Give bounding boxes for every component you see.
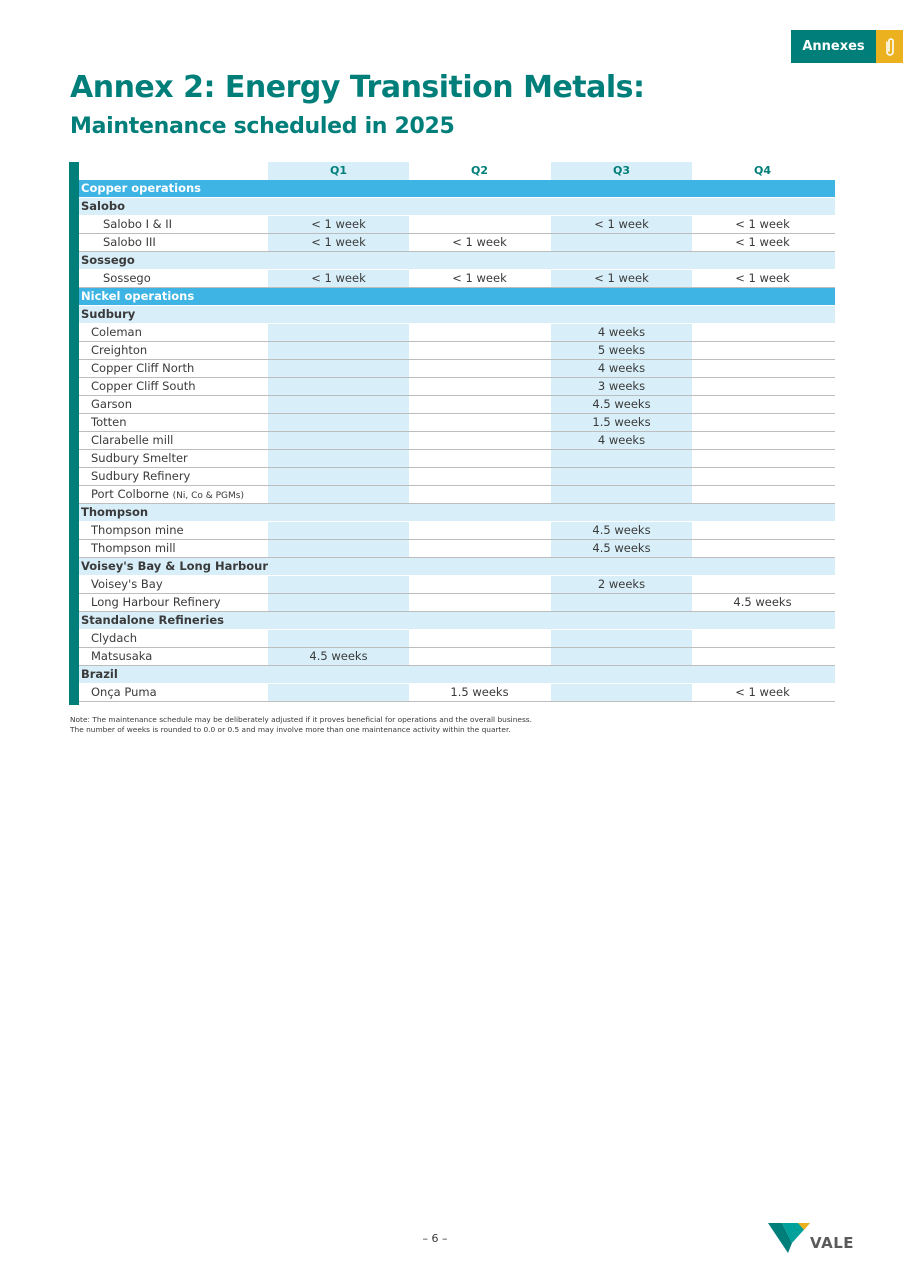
cell-q2 bbox=[409, 486, 550, 503]
cell-q4 bbox=[692, 576, 833, 593]
cell-q1 bbox=[268, 450, 409, 467]
footnote-line-2: The number of weeks is rounded to 0.0 or 0.5 and may involve more than one maintenance activity within the quarter. bbox=[70, 725, 511, 734]
cell-q2 bbox=[409, 630, 550, 647]
cell-q4 bbox=[692, 450, 833, 467]
table-row bbox=[79, 468, 835, 486]
group-header-row bbox=[79, 252, 835, 270]
cell-q3: 3 weeks bbox=[597, 379, 646, 393]
cell-q2: < 1 week bbox=[452, 235, 507, 249]
cell-q3 bbox=[551, 468, 692, 485]
column-header-q3: Q3 bbox=[612, 164, 630, 177]
cell-q2 bbox=[409, 594, 550, 611]
cell-q4: < 1 week bbox=[735, 235, 790, 249]
cell-q3: 4 weeks bbox=[597, 325, 646, 339]
cell-q4 bbox=[692, 414, 833, 431]
cell-q1 bbox=[268, 324, 409, 341]
column-header-q1: Q1 bbox=[329, 164, 347, 177]
cell-q1: < 1 week bbox=[311, 217, 366, 231]
cell-q1 bbox=[268, 594, 409, 611]
cell-q4 bbox=[692, 342, 833, 359]
cell-q2: 1.5 weeks bbox=[450, 685, 509, 699]
cell-q4 bbox=[692, 486, 833, 503]
cell-q1 bbox=[268, 540, 409, 557]
row-label bbox=[91, 432, 173, 449]
annexes-tab[interactable] bbox=[791, 30, 903, 63]
cell-q2 bbox=[409, 342, 550, 359]
table-row bbox=[79, 630, 835, 648]
cell-q4 bbox=[692, 522, 833, 539]
table-row bbox=[79, 486, 835, 504]
cell-q2 bbox=[409, 540, 550, 557]
row-label-text: Matsusaka bbox=[91, 649, 153, 663]
row-label-text: Voisey's Bay & Long Harbour bbox=[81, 559, 269, 573]
table-row bbox=[79, 414, 835, 432]
cell-q3 bbox=[551, 594, 692, 611]
cell-q3: < 1 week bbox=[594, 271, 649, 285]
cell-q4 bbox=[692, 630, 833, 647]
row-label bbox=[81, 306, 135, 323]
row-label bbox=[91, 684, 157, 701]
cell-q2 bbox=[409, 648, 550, 665]
cell-q4 bbox=[692, 396, 833, 413]
cell-q3: 2 weeks bbox=[597, 577, 646, 591]
cell-q3: 4.5 weeks bbox=[592, 523, 651, 537]
cell-q3 bbox=[551, 648, 692, 665]
row-label bbox=[81, 180, 201, 197]
table-row bbox=[79, 216, 835, 234]
column-header-q2: Q2 bbox=[470, 164, 488, 177]
cell-q1 bbox=[268, 378, 409, 395]
page-number: – 6 – bbox=[422, 1232, 448, 1245]
cell-q2 bbox=[409, 396, 550, 413]
cell-q3: 4 weeks bbox=[597, 433, 646, 447]
cell-q1: < 1 week bbox=[311, 235, 366, 249]
row-label-text: Copper Cliff North bbox=[91, 361, 195, 375]
cell-q2 bbox=[409, 450, 550, 467]
table-row bbox=[79, 522, 835, 540]
row-label bbox=[103, 234, 156, 251]
row-label bbox=[91, 540, 176, 557]
table-row bbox=[79, 342, 835, 360]
table-row bbox=[79, 576, 835, 594]
row-label-text: Coleman bbox=[91, 325, 142, 339]
table-row bbox=[79, 450, 835, 468]
cell-q1 bbox=[268, 468, 409, 485]
cell-q3: 4 weeks bbox=[597, 361, 646, 375]
row-label bbox=[81, 666, 118, 683]
page-subtitle: Maintenance scheduled in 2025 bbox=[70, 114, 455, 139]
row-label-text: Sudbury Smelter bbox=[91, 451, 188, 465]
row-label bbox=[91, 450, 188, 467]
cell-q4 bbox=[692, 648, 833, 665]
footnote-line-1: Note: The maintenance schedule may be deliberately adjusted if it proves beneficial for operations and the overall business. bbox=[70, 715, 533, 724]
paperclip-icon bbox=[876, 30, 903, 63]
cell-q2 bbox=[409, 324, 550, 341]
cell-q2 bbox=[409, 468, 550, 485]
row-label bbox=[91, 468, 190, 485]
row-label bbox=[91, 522, 184, 539]
cell-q4 bbox=[692, 468, 833, 485]
cell-q2 bbox=[409, 576, 550, 593]
row-label-text: Brazil bbox=[81, 667, 118, 681]
row-label-text: Standalone Refineries bbox=[81, 613, 224, 627]
row-label bbox=[81, 252, 135, 269]
cell-q1 bbox=[268, 432, 409, 449]
cell-q2: < 1 week bbox=[452, 271, 507, 285]
row-label bbox=[91, 360, 194, 377]
row-label bbox=[91, 414, 127, 431]
row-label-text: Thompson mine bbox=[91, 523, 184, 537]
group-header-row bbox=[79, 306, 835, 324]
group-header-row bbox=[79, 666, 835, 684]
table-row bbox=[79, 684, 835, 702]
row-label bbox=[81, 198, 125, 215]
cell-q1 bbox=[268, 576, 409, 593]
row-label-text: Thompson mill bbox=[91, 541, 176, 555]
row-label bbox=[91, 396, 132, 413]
cell-q1 bbox=[268, 630, 409, 647]
table-row bbox=[79, 378, 835, 396]
cell-q4 bbox=[692, 540, 833, 557]
cell-q1 bbox=[268, 396, 409, 413]
cell-q4 bbox=[692, 360, 833, 377]
row-label-text: Voisey's Bay bbox=[91, 577, 163, 591]
row-label-text: Sudbury bbox=[81, 307, 136, 321]
row-label-text: Salobo I & II bbox=[103, 217, 173, 231]
cell-q4 bbox=[692, 324, 833, 341]
cell-q1: < 1 week bbox=[311, 271, 366, 285]
cell-q3 bbox=[551, 450, 692, 467]
table-side-accent bbox=[69, 162, 79, 705]
cell-q2 bbox=[409, 378, 550, 395]
cell-q2 bbox=[409, 216, 550, 233]
row-label bbox=[91, 630, 137, 647]
cell-q3 bbox=[551, 486, 692, 503]
cell-q1 bbox=[268, 486, 409, 503]
group-header-row bbox=[79, 612, 835, 630]
cell-q3: 1.5 weeks bbox=[592, 415, 651, 429]
row-label-text: Garson bbox=[91, 397, 133, 411]
section-header-row bbox=[79, 180, 835, 198]
cell-q1 bbox=[268, 360, 409, 377]
maintenance-table bbox=[69, 162, 835, 705]
vale-logo-text: VALE bbox=[810, 1234, 855, 1252]
row-label-text: Sossego bbox=[81, 253, 135, 267]
row-label bbox=[103, 216, 172, 233]
row-label-text: Totten bbox=[91, 415, 127, 429]
cell-q4: < 1 week bbox=[735, 685, 790, 699]
row-label-text: Salobo bbox=[81, 199, 126, 213]
row-label-text: Creighton bbox=[91, 343, 148, 357]
row-label-text: Nickel operations bbox=[81, 289, 195, 303]
row-label bbox=[91, 486, 244, 503]
table-row bbox=[79, 360, 835, 378]
group-header-row bbox=[79, 558, 835, 576]
table-row bbox=[79, 594, 835, 612]
row-label-text: Clarabelle mill bbox=[91, 433, 174, 447]
cell-q3: < 1 week bbox=[594, 217, 649, 231]
cell-q3 bbox=[551, 684, 692, 701]
row-label-text: Sossego bbox=[103, 271, 151, 285]
cell-q2 bbox=[409, 522, 550, 539]
cell-q4: < 1 week bbox=[735, 217, 790, 231]
table-row bbox=[79, 648, 835, 666]
row-label bbox=[91, 648, 152, 665]
cell-q4: 4.5 weeks bbox=[733, 595, 792, 609]
annexes-tab-label[interactable]: Annexes bbox=[791, 30, 876, 63]
row-label bbox=[81, 288, 194, 305]
table-row bbox=[79, 540, 835, 558]
table-row bbox=[79, 270, 835, 288]
row-label bbox=[91, 594, 221, 611]
row-label-text: Thompson bbox=[81, 505, 149, 519]
cell-q3 bbox=[551, 630, 692, 647]
cell-q3: 4.5 weeks bbox=[592, 541, 651, 555]
row-label bbox=[91, 324, 142, 341]
row-label-text: Copper operations bbox=[81, 181, 202, 195]
group-header-row bbox=[79, 504, 835, 522]
row-label bbox=[81, 558, 268, 575]
row-label bbox=[91, 378, 196, 395]
table-row bbox=[79, 234, 835, 252]
cell-q4: < 1 week bbox=[735, 271, 790, 285]
row-label bbox=[81, 504, 148, 521]
cell-q1 bbox=[268, 522, 409, 539]
cell-q1 bbox=[268, 684, 409, 701]
row-label-text: Long Harbour Refinery bbox=[91, 595, 221, 609]
cell-q4 bbox=[692, 432, 833, 449]
row-label-text: Clydach bbox=[91, 631, 137, 645]
cell-q3 bbox=[551, 234, 692, 251]
row-label-text: Copper Cliff South bbox=[91, 379, 196, 393]
cell-q3: 4.5 weeks bbox=[592, 397, 651, 411]
table-row bbox=[79, 396, 835, 414]
cell-q2 bbox=[409, 432, 550, 449]
group-header-row bbox=[79, 198, 835, 216]
cell-q4 bbox=[692, 378, 833, 395]
row-label bbox=[81, 612, 224, 629]
cell-q2 bbox=[409, 360, 550, 377]
row-label bbox=[91, 576, 163, 593]
footnote bbox=[70, 715, 532, 735]
cell-q2 bbox=[409, 414, 550, 431]
row-label bbox=[103, 270, 151, 287]
table-grid bbox=[79, 162, 835, 702]
row-label-text: Port Colborne bbox=[91, 487, 169, 501]
cell-q1: 4.5 weeks bbox=[309, 649, 368, 663]
cell-q1 bbox=[268, 342, 409, 359]
row-label-text: Onça Puma bbox=[91, 685, 157, 699]
table-header-row bbox=[79, 162, 835, 180]
row-label-text: Salobo III bbox=[103, 235, 156, 249]
column-header-q4: Q4 bbox=[753, 164, 771, 177]
section-header-row bbox=[79, 288, 835, 306]
cell-q1 bbox=[268, 414, 409, 431]
row-label bbox=[91, 342, 147, 359]
page-title: Annex 2: Energy Transition Metals: bbox=[70, 70, 645, 105]
cell-q3: 5 weeks bbox=[597, 343, 646, 357]
row-label-note: (Ni, Co & PGMs) bbox=[172, 491, 244, 501]
table-row bbox=[79, 324, 835, 342]
row-label-text: Sudbury Refinery bbox=[91, 469, 191, 483]
table-row bbox=[79, 432, 835, 450]
